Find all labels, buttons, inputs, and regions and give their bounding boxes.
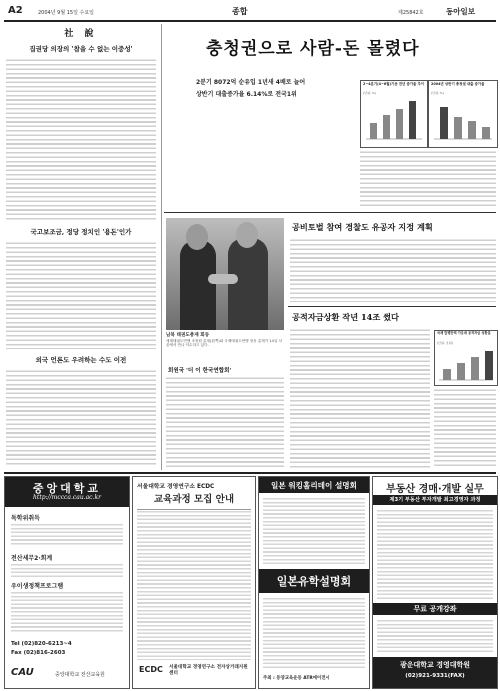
ad-mcca-item-1[interactable]: 독학위취득 [11, 515, 40, 522]
chart-a-bar [383, 115, 390, 139]
editorial-column [4, 24, 158, 470]
ad-japan-title-bottom: 일본유학설명회 [276, 575, 352, 588]
lead-body-right [360, 150, 496, 208]
editorial-label: 社 說 [64, 29, 98, 39]
ad-seoul[interactable] [132, 476, 256, 689]
ad-mcca-url[interactable]: http://mccca.cau.ac.kr [33, 494, 101, 501]
ad-realestate-free-banner[interactable] [373, 603, 497, 615]
ad-mcca-item-2-text [11, 563, 123, 577]
chart-a-bar [396, 109, 403, 139]
ad-seoul-footer: 서울대학교 경영연구소 전자상거래지원센터 [169, 665, 248, 676]
news-rule-1 [288, 306, 496, 307]
ad-seoul-subtitle: 교육과정 모집 안내 [153, 494, 235, 505]
lead-subhead-2: 상반기 대출증가율 6.14%로 전국1위 [196, 91, 297, 98]
editorial-body-2 [6, 241, 156, 349]
ad-mcca-item-2[interactable]: 전산세무2·회계 [11, 555, 53, 562]
ad-realestate-subtitle: 제3기 부동산 투자개발 최고경영자 과정 [389, 497, 481, 503]
editorial-headline-3: 외국 언론도 우려하는 수도 이전 [35, 356, 127, 364]
news-headline-2: 공적자금상환 작년 14조 썼다 [292, 312, 399, 322]
chart-a-bar [370, 123, 377, 139]
ad-japan-footer: 주최 : 동양교육운동 ATR에이전시 [263, 676, 330, 681]
chart-a-title: 2~4분기(4~6월)기준 전년 증가율 추이 [363, 82, 425, 86]
chart-a-unit: (단위: %) [363, 91, 376, 95]
news-headline-1: 공비토벌 참여 경찰도 유공자 지정 계획 [292, 222, 433, 232]
chart-b-bar [482, 127, 490, 139]
ad-japan-bottom-text [263, 597, 365, 669]
ad-seoul-logo: ECDC [139, 665, 163, 674]
photo-caption-body: 세계태권도연맹 조정원 총재(왼쪽)와 국제태권도연맹 장웅 총재가 14일 서울에서 만나 악수하고 있다. [166, 339, 283, 348]
ad-realestate-phone[interactable]: (02)921-9331(FAX) [405, 673, 465, 679]
news-headline-3: 회원국 '더 이 한국연합회' [168, 368, 232, 374]
ad-mcca-fax: Fax (02)816-2603 [11, 650, 66, 656]
ad-japan-mid-banner [259, 569, 369, 593]
ad-realestate-footer-bar [373, 657, 497, 688]
lead-subhead-1: 2분기 8072억 순유입 1년새 4배로 늘어 [196, 79, 306, 86]
chart-a-plot [364, 97, 424, 143]
lead-body [166, 104, 356, 208]
ad-mcca-header [5, 477, 129, 507]
ad-japan[interactable] [258, 476, 370, 689]
ad-mcca-item-3[interactable]: 우이생정책프로그램 [11, 583, 64, 590]
ad-mcca-logo: CAU [11, 667, 34, 678]
editorial-body-3 [6, 369, 156, 467]
news-body-2 [290, 328, 430, 468]
news-body-1 [290, 238, 496, 302]
chart-b-unit: (단위: %) [431, 91, 444, 95]
lead-rule [164, 212, 496, 213]
side-chart-unit: (단위: 조원) [437, 341, 453, 345]
news-photo [166, 218, 284, 330]
ad-realestate-subtitle-bar [373, 495, 497, 505]
masthead [0, 0, 500, 22]
ad-mcca-name: 중앙대학교 [32, 482, 102, 495]
ad-japan-top-banner [259, 477, 369, 493]
edition-number: 제25842호 [398, 10, 424, 16]
side-chart-bar [443, 369, 451, 380]
page-number: A2 [8, 5, 23, 16]
ad-realestate-free-text [377, 619, 493, 653]
ad-realestate-free: 무료 공개강좌 [413, 605, 457, 613]
side-chart-bar [485, 351, 493, 380]
lead-chart-a [360, 80, 428, 148]
chart-b-bar [468, 121, 476, 139]
side-chart-title: 국채 발행잔액 가운데 공적자금 상환분 [437, 331, 491, 335]
side-chart-bar [457, 363, 465, 380]
editorial-headline-2: 국고보조금, 정당 정치인 '용돈'인가 [30, 228, 132, 236]
lead-chart-b [428, 80, 498, 148]
ad-mcca-tel[interactable]: Tel (02)820-6213~4 [11, 641, 72, 647]
paper-name: 동아일보 [446, 7, 475, 16]
ad-japan-top-text [263, 497, 365, 565]
section-title: 종합 [232, 7, 248, 16]
chart-b-plot [432, 97, 494, 143]
side-chart [434, 330, 498, 386]
ad-mcca-item-1-text [11, 523, 123, 547]
news-body-3 [434, 388, 496, 468]
ad-mcca-dept: 중앙대학교 전산교육원 [55, 672, 105, 678]
ad-realestate[interactable] [372, 476, 498, 689]
chart-b-bar [454, 117, 462, 139]
ad-mcca[interactable] [4, 476, 130, 689]
ads-rule [4, 472, 496, 474]
column-divider [161, 24, 162, 470]
side-chart-bar [471, 357, 479, 380]
ad-realestate-school: 광운대학교 경영대학원 [399, 661, 471, 669]
masthead-rule [4, 20, 496, 22]
side-chart-plot [437, 347, 495, 383]
editorial-body-1 [6, 58, 156, 222]
lead-headline: 충청권으로 사람-돈 몰렸다 [206, 39, 420, 59]
ad-mcca-item-3-text [11, 591, 123, 633]
issue-date: 2004년 9월 15일 수요일 [38, 10, 95, 16]
ad-realestate-text [377, 509, 493, 599]
photo-caption-head: 남북 태권도총재 회동 [166, 333, 210, 338]
ad-realestate-title: 부동산 경매·개발 실무 [386, 484, 484, 495]
ad-japan-title-top: 일본 워킹홀리데이 설명회 [271, 481, 357, 490]
chart-b-title: 2004년 상반기 충청권 대출 증가율 [431, 82, 485, 86]
chart-a-bar [409, 101, 416, 139]
ad-seoul-title: 서울대학교 경영연구소 ECDC [137, 484, 215, 490]
ad-seoul-schedule [137, 509, 251, 660]
chart-b-bar [440, 107, 448, 139]
editorial-headline-1: 집권당 의장의 '참을 수 없는 이중성' [29, 45, 133, 53]
news-body-4 [166, 376, 284, 468]
